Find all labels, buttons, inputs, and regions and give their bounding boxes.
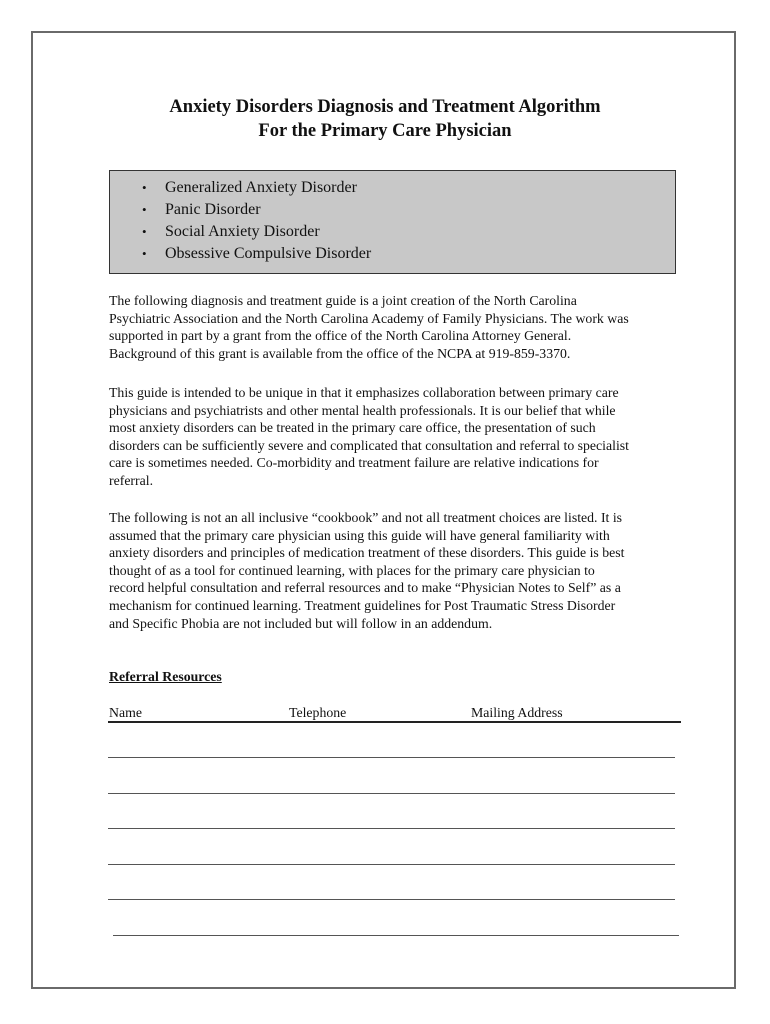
text-line: care is sometimes needed. Co-morbidity and treatment failure are relative indications for <box>109 455 599 471</box>
referral-resources-heading: Referral Resources <box>109 669 222 684</box>
scope-paragraph <box>109 509 689 632</box>
column-header-telephone: Telephone <box>289 705 347 720</box>
bullet-icon: • <box>142 246 147 261</box>
disorder-item-generalized-anxiety <box>110 177 371 199</box>
disorder-list <box>110 177 371 265</box>
disorder-label: Social Anxiety Disorder <box>165 223 320 240</box>
header-rule <box>108 721 681 723</box>
text-line: disorders can be sufficiently severe and complicated that consultation and referral to specialist <box>109 437 630 453</box>
bullet-icon: • <box>142 202 147 217</box>
column-header-name: Name <box>109 705 142 720</box>
text-line: referral. <box>109 472 154 488</box>
text-line: Background of this grant is available from the office of the NCPA at 919-859-3370. <box>109 345 571 361</box>
disorder-item-obsessive-compulsive <box>110 243 371 265</box>
disorder-label: Panic Disorder <box>165 201 261 218</box>
text-line: and Specific Phobia are not included but will follow in an addendum. <box>109 615 493 631</box>
document-subtitle: For the Primary Care Physician <box>258 121 512 141</box>
referral-entry-line[interactable] <box>108 899 675 900</box>
intro-paragraph <box>109 292 689 362</box>
column-header-mailing-address: Mailing Address <box>471 705 563 720</box>
text-line: mechanism for continued learning. Treatment guidelines for Post Traumatic Stress Disorder <box>109 597 616 613</box>
text-line: thought of as a tool for continued learning, with places for the primary care physician to <box>109 562 595 578</box>
referral-entry-line[interactable] <box>108 793 675 794</box>
text-line: Psychiatric Association and the North Carolina Academy of Family Physicians. The work was <box>109 310 629 326</box>
text-line: supported in part by a grant from the office of the North Carolina Attorney General. <box>109 328 572 344</box>
text-line: The following is not an all inclusive “cookbook” and not all treatment choices are listed. It is <box>109 510 623 525</box>
document-title: Anxiety Disorders Diagnosis and Treatment Algorithm <box>169 97 601 117</box>
text-line: most anxiety disorders can be treated in the primary care office, the presentation of such <box>109 420 596 436</box>
text-line: The following diagnosis and treatment guide is a joint creation of the North Carolina <box>109 293 577 308</box>
purpose-paragraph <box>109 384 689 490</box>
text-line: physicians and psychiatrists and other mental health professionals. It is our belief that while <box>109 402 616 418</box>
referral-entry-line[interactable] <box>108 828 675 829</box>
bullet-icon: • <box>142 224 147 239</box>
disorder-label: Generalized Anxiety Disorder <box>165 179 357 196</box>
text-line: This guide is intended to be unique in that it emphasizes collaboration between primary care <box>109 385 619 400</box>
referral-entry-line[interactable] <box>113 935 679 936</box>
disorder-item-panic <box>110 199 371 221</box>
referral-entry-line[interactable] <box>108 757 675 758</box>
text-line: anxiety disorders and principles of medication treatment of these disorders. This guide is best <box>109 545 625 561</box>
disorder-label: Obsessive Compulsive Disorder <box>165 245 372 262</box>
referral-entry-line[interactable] <box>108 864 675 865</box>
bullet-icon: • <box>142 180 147 195</box>
text-line: record helpful consultation and referral resources and to make “Physician Notes to Self” as a <box>109 580 621 596</box>
text-line: assumed that the primary care physician using this guide will have general familiarity with <box>109 527 610 543</box>
disorder-item-social-anxiety <box>110 221 371 243</box>
disorder-list-box <box>109 170 676 274</box>
